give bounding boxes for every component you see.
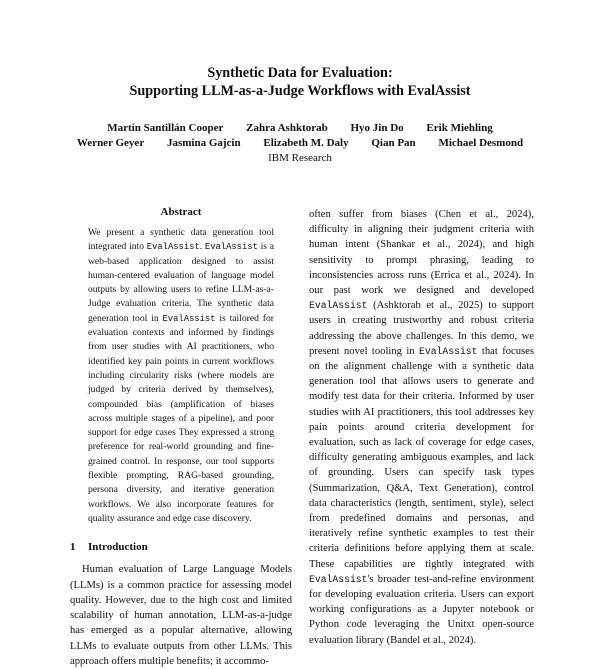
body-text: (Ashktorab et al., 2025) to support users in creating trustworthy and robust criteria addressing the above challenges. In this demo, we present novel tooling in bbox=[309, 300, 534, 357]
author-name: Michael Desmond bbox=[438, 137, 524, 149]
paper-title bbox=[0, 64, 600, 100]
code-evalassist: EvalAssist bbox=[309, 573, 368, 585]
author-row-2 bbox=[0, 136, 600, 151]
code-evalassist: EvalAssist bbox=[419, 345, 478, 357]
author-row-1 bbox=[0, 121, 600, 136]
right-column bbox=[309, 207, 534, 648]
abstract-text: We present a synthetic data generation tool integrated into bbox=[88, 227, 274, 253]
code-evalassist: EvalAssist bbox=[162, 313, 216, 324]
abstract-heading: Abstract bbox=[160, 206, 202, 218]
author-name: Erik Miehling bbox=[426, 122, 493, 134]
author-name: Elizabeth M. Daly bbox=[263, 137, 349, 149]
author-name: Zahra Ashktorab bbox=[246, 122, 328, 134]
abstract-text: is a web-based application designed to assist human-centered evaluation of language model outputs by allowing users to refine LLM-as-a-Judge evaluation criteria. The synthetic data generation tool in bbox=[88, 241, 275, 324]
paragraph: Human evaluation of Large Language Models (LLMs) is a common practice for assessing model quality. However, due to the high cost and limited scalability of human annotation, LLM-as-a-judge has emerged as a popular alternative, allowing LLMs to evaluate outputs from other LLMs. This approach offers multiple benefits; it accommo- bbox=[70, 564, 292, 668]
title-line-2: Supporting LLM-as-a-Judge Workflows with EvalAssist bbox=[129, 83, 471, 99]
body-text: often suffer from biases (Chen et al., 2024), difficulty in aligning their judgment criteria with human intent (Shankar et al., 2024), and high sensitivity to prompt phrasing, leading to inconsistencies across runs (Errica et al., 2024). In our past work we designed and developed bbox=[309, 209, 534, 297]
author-name: Hyo Jin Do bbox=[350, 122, 404, 134]
author-name: Jasmina Gajcin bbox=[166, 137, 241, 149]
introduction-body bbox=[70, 562, 292, 669]
affiliation: IBM Research bbox=[268, 152, 332, 164]
author-name: Werner Geyer bbox=[76, 137, 145, 149]
author-name: Qian Pan bbox=[371, 137, 416, 149]
section-number: 1 bbox=[70, 541, 76, 554]
code-evalassist: EvalAssist bbox=[309, 300, 368, 312]
code-evalassist: EvalAssist bbox=[146, 242, 200, 253]
author-list bbox=[0, 121, 600, 151]
code-evalassist: EvalAssist bbox=[204, 242, 258, 253]
abstract-text: is tailored for evaluation contexts and informed by findings from user studies with AI practitioners, who identified key pain points in current workflows including circularity risks (where models are judged by criteria derived by themselves), compounded bias (amplification of biases across multiple stages of a pipeline), and poor support for edge cases They expressed a strong preference for real-world grounding and fine-grained control. In response, our tool supports flexible prompting, RAG-based grounding, persona diversity, and iterative generation workflows. We also incorporate features for quality assurance and edge case discovery. bbox=[88, 312, 274, 524]
body-text: that focuses on the alignment challenge with a synthetic data generation tool that allows users to generate and modify test data for their criteria. Informed by user studies with AI practitioners, this tool addresses key pain points around criteria development for evaluation, such as lack of coverage for edge cases, difficulty generating ambiguous examples, and lack of grounding. Users can specify task types (Summarization, Q&A, Text Generation), control data characteristics (length, sentiment, style), select from predefined domains and personas, and iteratively refine synthetic examples to test their criteria definitions before applying them at scale. These capabilities are tightly integrated with bbox=[309, 345, 534, 570]
abstract-body bbox=[88, 226, 274, 526]
body-text: 's broader test-and-refine environment for developing evaluation criteria. Users can export working configurations as a Jupyter notebook or Python code leveraging the Unitxt open-source evaluation library (Bandel et al., 2024). bbox=[309, 573, 534, 646]
title-line-1: Synthetic Data for Evaluation: bbox=[207, 65, 393, 81]
left-column bbox=[70, 205, 292, 669]
abstract-text: . bbox=[199, 241, 205, 253]
paragraph bbox=[309, 207, 534, 648]
section-heading-introduction bbox=[70, 540, 292, 554]
section-title: Introduction bbox=[88, 541, 148, 554]
author-name: Martín Santillán Cooper bbox=[107, 122, 224, 134]
